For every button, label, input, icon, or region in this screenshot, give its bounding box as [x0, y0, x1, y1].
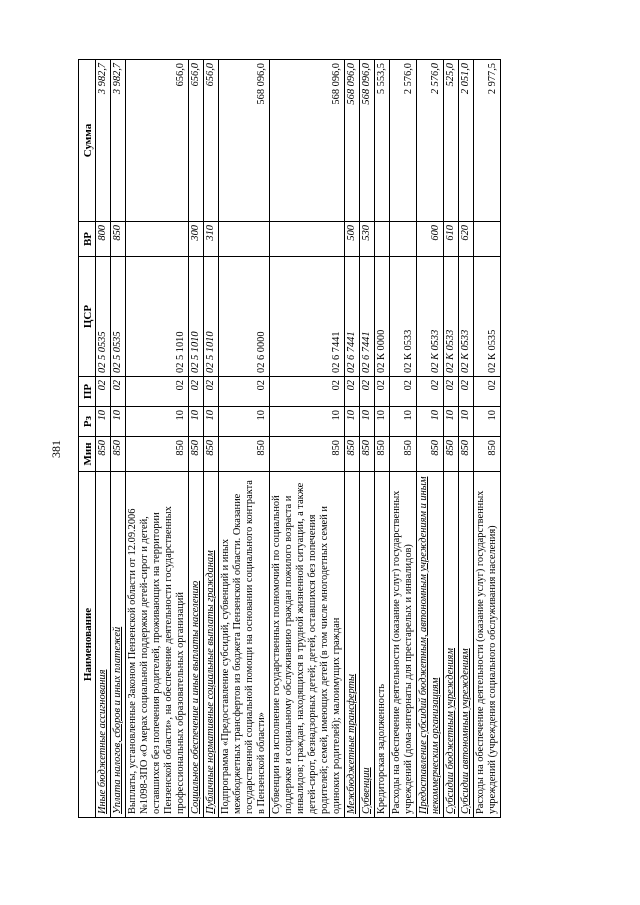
cell-csr: 02 6 7441 — [270, 257, 345, 377]
cell-rz: 10 — [375, 407, 390, 437]
table-row — [96, 60, 111, 818]
cell-csr: 02 К 0533 — [444, 257, 459, 377]
cell-pr: 02 — [111, 377, 126, 407]
cell-pr: 02 — [390, 377, 417, 407]
cell-sum: 2 051,0 — [459, 60, 474, 222]
cell-pr: 02 — [219, 377, 270, 407]
cell-name: Уплата налогов, сборов и иных платежей — [111, 472, 126, 818]
cell-sum: 3 982,7 — [96, 60, 111, 222]
cell-rz: 10 — [417, 407, 444, 437]
cell-pr: 02 — [474, 377, 501, 407]
cell-rz: 10 — [270, 407, 345, 437]
cell-sum: 656,0 — [204, 60, 219, 222]
cell-name: Подпрограмма «Предоставление субсидий, субвенций и иных межбюджетных трансфертов из бюджета Пензенской области. Оказание государственной социальной помощи на основании социального контракта в Пензенской области» — [219, 472, 270, 818]
cell-sum: 568 096,0 — [360, 60, 375, 222]
cell-min: 850 — [204, 437, 219, 472]
cell-min: 850 — [96, 437, 111, 472]
budget-table — [78, 59, 501, 818]
table-row — [360, 60, 375, 818]
cell-name: Расходы на обеспечение деятельности (оказание услуг) государственных учреждений (учреждения социального обслуживания населения) — [474, 472, 501, 818]
header-min: Мин — [79, 437, 96, 472]
cell-vr — [474, 222, 501, 257]
cell-pr: 02 — [96, 377, 111, 407]
cell-vr: 620 — [459, 222, 474, 257]
cell-sum: 2 977,5 — [474, 60, 501, 222]
table-row — [345, 60, 360, 818]
cell-name: Кредиторская задолженность — [375, 472, 390, 818]
table-body — [96, 60, 501, 818]
cell-sum: 3 982,7 — [111, 60, 126, 222]
header-rz: Рз — [79, 407, 96, 437]
table-header-row — [79, 60, 96, 818]
cell-vr: 530 — [360, 222, 375, 257]
cell-rz: 10 — [444, 407, 459, 437]
header-csr: ЦСР — [79, 257, 96, 377]
cell-min: 850 — [219, 437, 270, 472]
cell-name: Социальное обеспечение и иные выплаты населению — [189, 472, 204, 818]
cell-pr: 02 — [459, 377, 474, 407]
table-row — [390, 60, 417, 818]
cell-vr: 300 — [189, 222, 204, 257]
cell-pr: 02 — [417, 377, 444, 407]
cell-min: 850 — [270, 437, 345, 472]
cell-vr — [270, 222, 345, 257]
cell-vr — [375, 222, 390, 257]
table-row — [204, 60, 219, 818]
cell-min: 850 — [111, 437, 126, 472]
cell-min: 850 — [390, 437, 417, 472]
cell-pr: 02 — [360, 377, 375, 407]
cell-name: Субвенции на исполнение государственных полномочий по социальной поддержке и социальному обслуживанию граждан пожилого возраста и инвалидов; граждан, находящихся в трудной жизненной ситуации, а также детей-сирот, безнадзорных детей; детей, оставшихся без попечения родителей; семей, имеющих детей (в том числе многодетных семей и одиноких родителей); малоимущих граждан — [270, 472, 345, 818]
table-row — [459, 60, 474, 818]
cell-csr: 02 5 1010 — [189, 257, 204, 377]
header-name: Наименование — [79, 472, 96, 818]
header-sum: Сумма — [79, 60, 96, 222]
cell-min: 850 — [444, 437, 459, 472]
cell-vr: 310 — [204, 222, 219, 257]
cell-pr: 02 — [270, 377, 345, 407]
cell-name: Расходы на обеспечение деятельности (оказание услуг) государственных учреждений (дома-интернаты для престарелых и инвалидов) — [390, 472, 417, 818]
cell-pr: 02 — [126, 377, 189, 407]
cell-pr: 02 — [204, 377, 219, 407]
table-row — [219, 60, 270, 818]
cell-rz: 10 — [459, 407, 474, 437]
cell-vr — [219, 222, 270, 257]
cell-csr: 02 К 0533 — [417, 257, 444, 377]
cell-name: Выплаты, установленные Законом Пензенской области от 12.09.2006 №1098-ЗПО «О мерах социальной поддержки детей-сирот и детей, оставшихся без попечения родителей, проживающих на территории Пензенской области», на обеспечение деятельности государственных профессиональных образовательных организаций — [126, 472, 189, 818]
cell-sum: 568 096,0 — [345, 60, 360, 222]
rotated-table-container — [78, 60, 552, 818]
table-row — [444, 60, 459, 818]
table-row — [270, 60, 345, 818]
cell-csr: 02 5 0535 — [96, 257, 111, 377]
cell-pr: 02 — [345, 377, 360, 407]
cell-name: Субсидии бюджетным учреждениям — [444, 472, 459, 818]
cell-rz: 10 — [126, 407, 189, 437]
cell-csr: 02 5 1010 — [126, 257, 189, 377]
cell-csr: 02 6 0000 — [219, 257, 270, 377]
cell-rz: 10 — [96, 407, 111, 437]
cell-name: Субвенции — [360, 472, 375, 818]
cell-vr: 600 — [417, 222, 444, 257]
table-row — [126, 60, 189, 818]
table-row — [375, 60, 390, 818]
cell-min: 850 — [126, 437, 189, 472]
cell-vr — [390, 222, 417, 257]
cell-sum: 568 096,0 — [270, 60, 345, 222]
header-pr: ПР — [79, 377, 96, 407]
cell-min: 850 — [459, 437, 474, 472]
cell-pr: 02 — [444, 377, 459, 407]
cell-name: Субсидии автономным учреждениям — [459, 472, 474, 818]
cell-rz: 10 — [111, 407, 126, 437]
cell-vr: 850 — [111, 222, 126, 257]
cell-min: 850 — [417, 437, 444, 472]
cell-min: 850 — [189, 437, 204, 472]
cell-pr: 02 — [189, 377, 204, 407]
cell-min: 850 — [345, 437, 360, 472]
cell-csr: 02 К 0000 — [375, 257, 390, 377]
cell-rz: 10 — [204, 407, 219, 437]
cell-min: 850 — [375, 437, 390, 472]
table-row — [189, 60, 204, 818]
cell-csr: 02 5 1010 — [204, 257, 219, 377]
cell-name: Публичные нормативные социальные выплаты гражданам — [204, 472, 219, 818]
cell-name: Иные бюджетные ассигнования — [96, 472, 111, 818]
cell-rz: 10 — [189, 407, 204, 437]
cell-min: 850 — [474, 437, 501, 472]
cell-vr: 610 — [444, 222, 459, 257]
cell-rz: 10 — [474, 407, 501, 437]
header-vr: ВР — [79, 222, 96, 257]
cell-sum: 568 096,0 — [219, 60, 270, 222]
cell-vr: 500 — [345, 222, 360, 257]
cell-csr: 02 К 0535 — [474, 257, 501, 377]
cell-pr: 02 — [375, 377, 390, 407]
cell-rz: 10 — [390, 407, 417, 437]
table-row — [111, 60, 126, 818]
cell-sum: 656,0 — [189, 60, 204, 222]
cell-min: 850 — [360, 437, 375, 472]
table-row — [417, 60, 444, 818]
cell-sum: 2 576,0 — [390, 60, 417, 222]
cell-sum: 525,0 — [444, 60, 459, 222]
cell-name: Предоставление субсидий бюджетным, автономным учреждениям и иным некоммерческим организациям — [417, 472, 444, 818]
cell-sum: 2 576,0 — [417, 60, 444, 222]
cell-vr — [126, 222, 189, 257]
cell-csr: 02 5 0535 — [111, 257, 126, 377]
cell-rz: 10 — [345, 407, 360, 437]
table-row — [474, 60, 501, 818]
cell-csr: 02 6 7441 — [360, 257, 375, 377]
cell-sum: 5 553,5 — [375, 60, 390, 222]
cell-rz: 10 — [360, 407, 375, 437]
cell-vr: 800 — [96, 222, 111, 257]
cell-name: Межбюджетные трансферты — [345, 472, 360, 818]
cell-sum: 656,0 — [126, 60, 189, 222]
page-number: 381 — [49, 440, 63, 458]
cell-rz: 10 — [219, 407, 270, 437]
cell-csr: 02 6 7441 — [345, 257, 360, 377]
cell-csr: 02 К 0533 — [390, 257, 417, 377]
cell-csr: 02 К 0533 — [459, 257, 474, 377]
